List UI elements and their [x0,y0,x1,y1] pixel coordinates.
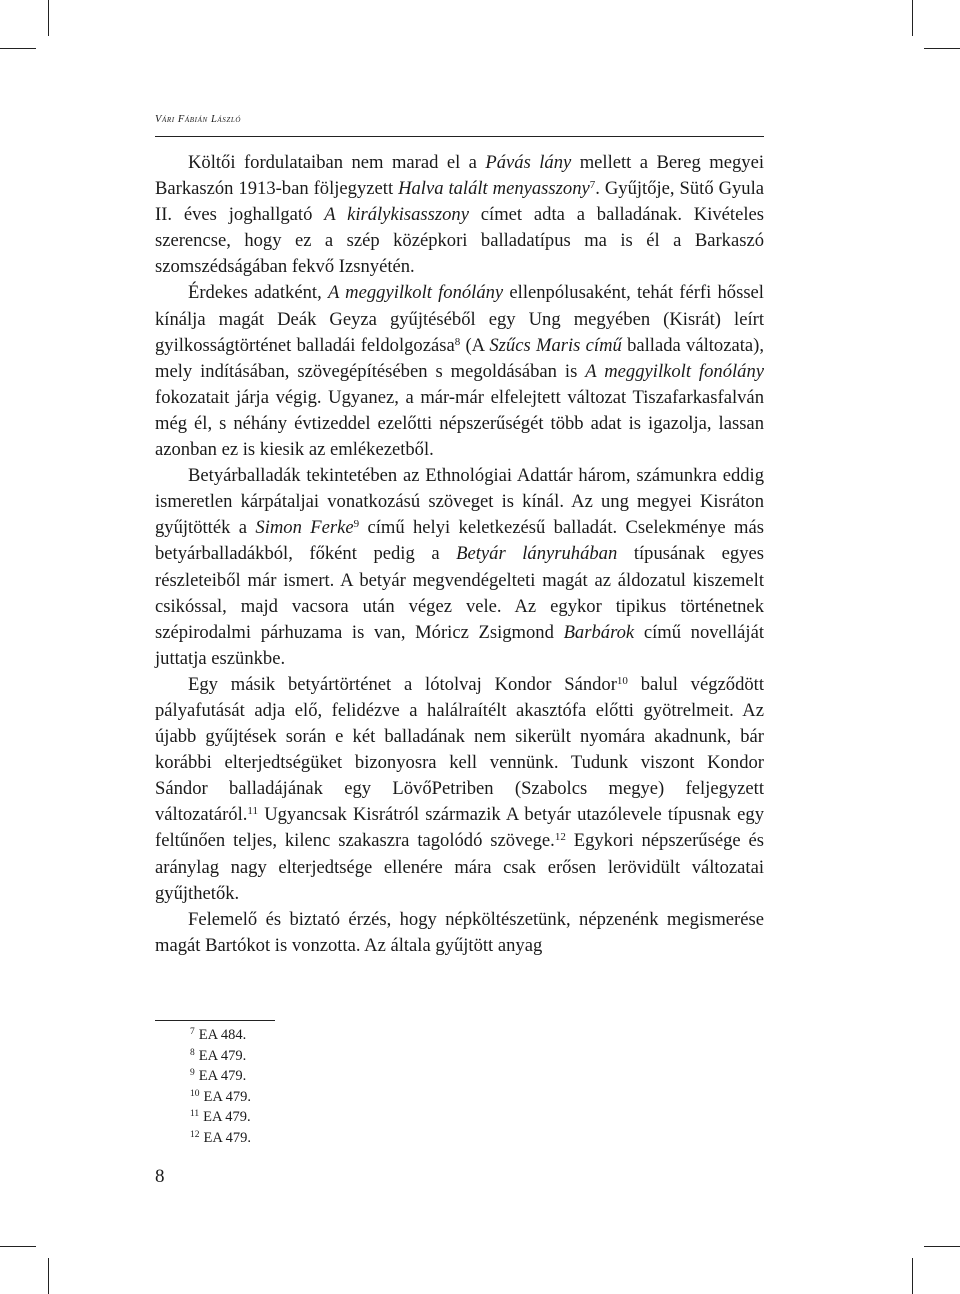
footnote-number: 10 [190,1088,200,1099]
footnote-number: 8 [190,1047,195,1058]
footnote-ref: 12 [554,831,566,844]
crop-mark [48,0,49,36]
footnote-ref: 8 [454,335,461,348]
paragraph [155,280,764,463]
running-head: Vári Fábián László [155,114,242,125]
crop-mark [912,0,913,36]
text-run: Érdekes adatként, [188,282,328,304]
crop-mark [912,1258,913,1294]
footnote-number: 11 [190,1109,200,1119]
text-run: címet adta a balladának. Kivételes szerencse, hogy ez a szép középkori balladatípus ma is él a Barkaszó szomszédságában fekvő Izsnyétén. [155,204,765,278]
footnote [190,1066,251,1087]
text-run: című helyi keletkezésű balladát. Cselekménye más betyárballadákból, főként pedig a [155,517,764,565]
crop-mark [0,1246,36,1247]
paragraph [155,907,764,959]
paragraph [155,463,764,672]
text-run: Egykori népszerűsége és aránylag nagy elterjedtsége ellenére mára csak erősen lerövidült változatai gyűjthetők. [155,830,765,904]
footnote [190,1107,251,1128]
text-run: Egy másik betyártörténet a lótolvaj Kondor Sándor [188,673,617,695]
crop-mark [48,1258,49,1294]
text-run: Ugyancsak Kisrátról származik A betyár utazólevele típusnak egy feltűnően teljes, kilenc szakaszra tagolódó szövege. [155,804,764,852]
footnote-number: 7 [190,1027,195,1037]
text-run: című novelláját juttatja eszünkbe. [155,621,764,669]
footnote-number: 12 [190,1129,200,1140]
header-rule [155,136,764,137]
italic-text: A meggyilkolt fonólány [585,360,764,382]
italic-text: Betyár lányruhában [456,543,618,565]
footnotes [190,1025,251,1148]
italic-text: Simon Ferke [255,517,354,539]
footnote-ref: 11 [247,805,258,818]
italic-text: A meggyilkolt fonólány [327,282,504,304]
footnote-text: EA 479. [198,1047,247,1064]
text-run: Betyárballadák tekintetében az Ethnológiai Adattár három, számunkra eddig ismeretlen kárpátaljai vonatkozású szöveget is kínál. Az ung megyei Kisráton gyűjtötték a [155,465,764,539]
text-run: . Gyűjtője, Sütő Gyula II. éves joghallgató [155,178,765,226]
footnote [190,1046,251,1067]
footnote-ref: 9 [353,518,360,531]
footnote [190,1128,251,1149]
page-number: 8 [155,1166,165,1187]
text-run: típusának egyes részleteiből már ismert. A betyár megvendégelteti magát az áldozatul kiszemelt csikóssal, majd vacsora után végez vele. Az egykor tipikus történetnek szépirodalmi párhuzama is van, Móricz Zsigmond [155,543,764,643]
footnote [190,1087,251,1108]
footnote-text: EA 479. [203,1109,251,1125]
italic-text: Barbárok [563,621,635,643]
crop-mark [0,48,36,49]
italic-text: Szűcs Maris című [489,334,622,356]
paragraph [155,150,764,280]
body-text [155,150,764,959]
italic-text: A királykisasszony [324,204,469,226]
text-run: ellenpólusaként, tehát férfi hőssel kínálja magát Deák Geyza gyűjtéséből egy Ung megyében (Kisrát) leírt gyilkosságtörténet balladái feldolgozása [155,282,764,356]
paragraph [155,672,764,907]
text-run: Költői fordulataiban nem marad el a [188,152,486,173]
crop-mark [924,48,960,49]
footnote-ref: 7 [589,179,596,192]
footnote-rule [155,1020,275,1021]
footnote-text: EA 479. [198,1068,247,1084]
text-run: ballada változata), mely indításában, szövegépítésében s megoldásában is [155,334,764,382]
footnote-text: EA 479. [203,1129,252,1146]
italic-text: Pávás lány [485,152,572,173]
footnote-text: EA 479. [203,1088,252,1105]
italic-text: Halva talált menyasszony [398,178,590,200]
text-run: mellett a Bereg megyei Barkaszón 1913-ban följegyzett [155,152,764,200]
text-run: balul végződött pályafutását adja elő, felidézve a halálraítélt akasztófa előtti gyötrelmeit. Az újabb gyűjtések során e két balladának nem sikerült nyomára akadnunk, bár korábbi elterjedtségüket bizonyosra kell vennünk. Tudunk viszont Kondor Sándor balladájának egy LövőPetriben (Szabolcs megye) feljegyzett változatáról. [155,673,764,826]
text-run: fokozatait járja végig. Ugyanez, a már-már elfelejtett változat Tiszafarkasfalván még él, s néhány évtizeddel ezelőtti népszerűségét több adat is igazolja, lassan azonban ez is kiesik az emlékezetből. [155,386,764,461]
text-run: (A [460,334,490,356]
footnote-number: 9 [190,1068,195,1078]
footnote-ref: 10 [616,674,628,687]
crop-mark [924,1246,960,1247]
footnote [190,1025,251,1046]
text-run: Felemelő és biztató érzés, hogy népköltészetünk, népzenénk megismerése magát Bartókot is vonzotta. Az általa gyűjtött anyag [155,908,764,956]
footnote-text: EA 484. [198,1027,247,1043]
